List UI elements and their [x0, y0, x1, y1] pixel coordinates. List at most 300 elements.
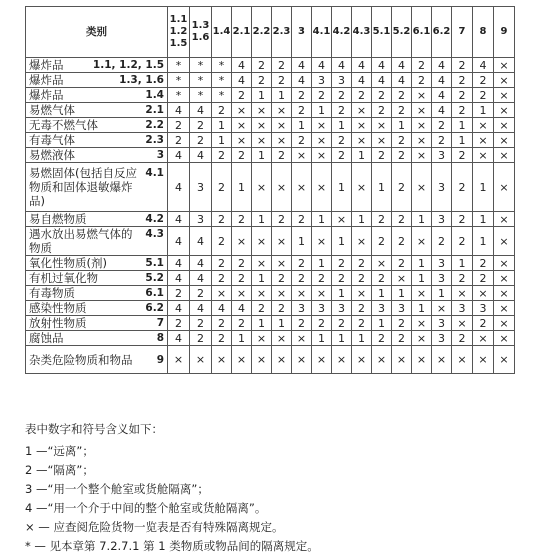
segregation-cell: 2 — [232, 212, 252, 227]
table-row — [26, 73, 515, 88]
segregation-cell: 2 — [352, 271, 372, 286]
segregation-cell: 2 — [452, 227, 473, 256]
segregation-cell: × — [272, 103, 292, 118]
category-name: 爆炸品 — [29, 58, 64, 72]
segregation-cell: 2 — [392, 88, 412, 103]
category-name: 易燃气体 — [29, 103, 75, 117]
segregation-cell: × — [494, 118, 515, 133]
segregation-cell: * — [212, 73, 232, 88]
column-header-label — [313, 26, 331, 38]
segregation-cell: 4 — [190, 271, 212, 286]
segregation-cell: 4 — [352, 58, 372, 73]
segregation-cell: 4 — [432, 58, 452, 73]
segregation-cell: 1 — [372, 316, 392, 331]
segregation-cell: 1 — [372, 163, 392, 212]
segregation-cell: 1 — [412, 301, 432, 316]
legend-item: 1 —“远离”； — [25, 444, 94, 458]
segregation-cell: 2 — [292, 316, 312, 331]
segregation-cell: × — [494, 256, 515, 271]
segregation-cell: 4 — [168, 256, 190, 271]
segregation-cell: 2 — [392, 212, 412, 227]
segregation-cell: 2 — [332, 271, 352, 286]
segregation-cell: 3 — [432, 256, 452, 271]
segregation-cell: × — [332, 346, 352, 374]
segregation-cell: × — [412, 133, 432, 148]
segregation-cell: 2 — [212, 331, 232, 346]
division-number: 6.2 — [145, 302, 164, 314]
segregation-cell: × — [494, 163, 515, 212]
legend — [25, 420, 319, 556]
segregation-cell: 2 — [372, 227, 392, 256]
legend-item: * — 见本章第 7.2.7.1 第 1 类物质或物品间的隔离规定。 — [25, 539, 319, 553]
segregation-cell: 2 — [452, 271, 473, 286]
column-header-label — [333, 26, 351, 38]
segregation-cell: 4 — [168, 227, 190, 256]
table-header-row — [26, 7, 515, 58]
segregation-cell: 1 — [473, 103, 494, 118]
segregation-cell: × — [494, 73, 515, 88]
table-row — [26, 316, 515, 331]
segregation-cell: 2 — [252, 301, 272, 316]
segregation-cell: 1 — [392, 286, 412, 301]
segregation-cell: 2 — [212, 163, 232, 212]
legend-items — [25, 442, 319, 556]
segregation-cell: × — [272, 118, 292, 133]
segregation-cell: × — [473, 346, 494, 374]
division-number: 9 — [156, 353, 164, 366]
column-header — [190, 7, 212, 58]
table-row — [26, 212, 515, 227]
segregation-cell: 3 — [312, 301, 332, 316]
segregation-cell: 3 — [332, 73, 352, 88]
segregation-cell: 1 — [332, 286, 352, 301]
segregation-cell: 2 — [392, 163, 412, 212]
segregation-cell: 2 — [272, 148, 292, 163]
segregation-cell: × — [312, 346, 332, 374]
segregation-cell: * — [168, 88, 190, 103]
segregation-cell: 4 — [190, 103, 212, 118]
category-cell — [26, 148, 168, 163]
segregation-cell: 1 — [252, 148, 272, 163]
segregation-cell: × — [494, 271, 515, 286]
segregation-cell: 2 — [412, 58, 432, 73]
segregation-cell: × — [292, 346, 312, 374]
segregation-cell: 2 — [168, 316, 190, 331]
segregation-cell: 2 — [473, 73, 494, 88]
segregation-cell: × — [252, 331, 272, 346]
segregation-cell: 3 — [432, 163, 452, 212]
segregation-cell: 1 — [312, 103, 332, 118]
segregation-cell: 1 — [473, 227, 494, 256]
segregation-cell: 4 — [212, 301, 232, 316]
segregation-cell: 2 — [190, 286, 212, 301]
table-row — [26, 58, 515, 73]
segregation-cell: × — [252, 103, 272, 118]
column-header-line: 2.1 — [232, 26, 251, 37]
segregation-cell: 3 — [432, 148, 452, 163]
category-cell — [26, 286, 168, 301]
segregation-cell: 2 — [332, 256, 352, 271]
segregation-cell: 2 — [432, 133, 452, 148]
column-header-line: 1.2 — [169, 26, 188, 37]
segregation-cell: × — [232, 103, 252, 118]
segregation-cell: × — [473, 148, 494, 163]
segregation-cell: × — [352, 133, 372, 148]
segregation-cell: 2 — [372, 148, 392, 163]
division-number: 5.1 — [145, 257, 164, 269]
segregation-cell: 1 — [272, 316, 292, 331]
segregation-cell: × — [494, 227, 515, 256]
division-number: 1.1, 1.2, 1.5 — [92, 59, 164, 71]
segregation-cell: * — [212, 88, 232, 103]
legend-item: 3 —“用一个整个舱室或货舱隔离”； — [25, 482, 209, 496]
segregation-cell: 4 — [332, 58, 352, 73]
column-header — [352, 7, 372, 58]
segregation-cell: 4 — [473, 58, 494, 73]
segregation-cell: 3 — [392, 301, 412, 316]
segregation-cell: × — [272, 286, 292, 301]
category-header: 类别 — [26, 7, 168, 58]
segregation-cell: × — [252, 346, 272, 374]
segregation-cell: 2 — [212, 103, 232, 118]
division-number: 6.1 — [145, 287, 164, 299]
segregation-cell: 4 — [168, 163, 190, 212]
segregation-cell: * — [168, 58, 190, 73]
segregation-cell: × — [312, 148, 332, 163]
table-row — [26, 271, 515, 286]
segregation-cell: 4 — [372, 58, 392, 73]
table-row — [26, 227, 515, 256]
column-header-line: 5.1 — [372, 26, 391, 37]
segregation-cell: × — [392, 271, 412, 286]
segregation-cell: 1 — [252, 271, 272, 286]
segregation-cell: 2 — [252, 73, 272, 88]
segregation-cell: 4 — [190, 148, 212, 163]
segregation-cell: 1 — [212, 118, 232, 133]
segregation-cell: 1 — [272, 88, 292, 103]
segregation-cell: 2 — [190, 133, 212, 148]
segregation-cell: × — [252, 227, 272, 256]
segregation-cell: 1 — [212, 133, 232, 148]
segregation-cell: 4 — [190, 227, 212, 256]
segregation-cell: × — [312, 286, 332, 301]
category-cell — [26, 58, 168, 73]
segregation-cell: 1 — [252, 316, 272, 331]
segregation-cell: 2 — [252, 58, 272, 73]
segregation-cell: 2 — [312, 316, 332, 331]
segregation-cell: × — [292, 148, 312, 163]
segregation-cell: 1 — [232, 163, 252, 212]
segregation-cell: 4 — [232, 58, 252, 73]
segregation-cell: 2 — [392, 133, 412, 148]
column-header-label — [433, 26, 451, 38]
segregation-cell: 4 — [292, 73, 312, 88]
category-cell — [26, 133, 168, 148]
segregation-cell: 2 — [452, 331, 473, 346]
segregation-cell: 4 — [432, 88, 452, 103]
category-cell — [26, 256, 168, 271]
segregation-cell: × — [212, 346, 232, 374]
segregation-cell: × — [412, 88, 432, 103]
column-header-label — [213, 26, 231, 38]
segregation-cell: × — [272, 331, 292, 346]
segregation-cell: 2 — [168, 133, 190, 148]
segregation-cell: 4 — [232, 301, 252, 316]
category-name: 放射性物质 — [29, 316, 87, 330]
segregation-cell: 2 — [392, 148, 412, 163]
segregation-cell: 2 — [332, 88, 352, 103]
segregation-cell: × — [473, 133, 494, 148]
segregation-cell: 4 — [292, 58, 312, 73]
segregation-cell: 3 — [332, 301, 352, 316]
category-cell — [26, 227, 168, 256]
category-name: 感染性物质 — [29, 301, 87, 315]
segregation-cell: × — [232, 346, 252, 374]
segregation-cell: * — [168, 73, 190, 88]
category-cell — [26, 163, 168, 212]
column-header-line: 4.2 — [332, 26, 351, 37]
segregation-cell: 2 — [372, 271, 392, 286]
table-row — [26, 118, 515, 133]
segregation-cell: × — [292, 163, 312, 212]
segregation-cell: 1 — [252, 212, 272, 227]
column-header — [272, 7, 292, 58]
column-header — [473, 7, 494, 58]
segregation-cell: 4 — [168, 103, 190, 118]
segregation-cell: 2 — [473, 88, 494, 103]
segregation-cell: × — [392, 346, 412, 374]
column-header-line: 1.4 — [212, 26, 231, 37]
column-header-line: 9 — [500, 26, 508, 37]
column-header-line: 1.5 — [169, 38, 188, 49]
column-header-label — [192, 20, 210, 44]
segregation-cell: × — [494, 346, 515, 374]
category-cell — [26, 316, 168, 331]
division-number: 4.2 — [145, 213, 164, 225]
segregation-cell: 1 — [232, 331, 252, 346]
segregation-cell: 2 — [232, 88, 252, 103]
column-header-label — [253, 26, 271, 38]
category-cell — [26, 88, 168, 103]
table-row — [26, 286, 515, 301]
division-number: 1.3, 1.6 — [119, 74, 164, 86]
segregation-cell: 4 — [392, 73, 412, 88]
segregation-cell: 1 — [452, 133, 473, 148]
division-number: 5.2 — [145, 272, 164, 284]
column-header — [168, 7, 190, 58]
segregation-cell: 2 — [272, 271, 292, 286]
segregation-cell: 4 — [352, 73, 372, 88]
column-header-label — [170, 14, 188, 50]
column-header — [494, 7, 515, 58]
segregation-cell: 4 — [232, 73, 252, 88]
segregation-cell: × — [252, 133, 272, 148]
column-header — [212, 7, 232, 58]
segregation-cell: 2 — [352, 301, 372, 316]
column-header-line: 7 — [458, 26, 466, 37]
segregation-cell: 2 — [190, 316, 212, 331]
column-header — [252, 7, 272, 58]
segregation-cell: × — [412, 286, 432, 301]
column-header-line: 2.2 — [252, 26, 271, 37]
category-name: 有毒气体 — [29, 133, 75, 147]
division-number: 2.3 — [145, 134, 164, 146]
column-header — [372, 7, 392, 58]
segregation-cell: × — [412, 148, 432, 163]
segregation-cell: × — [452, 286, 473, 301]
column-header-line: 5.2 — [392, 26, 411, 37]
segregation-cell: × — [312, 163, 332, 212]
category-name: 无毒不燃气体 — [29, 118, 98, 132]
segregation-cell: * — [190, 58, 212, 73]
column-header — [332, 7, 352, 58]
segregation-cell: × — [494, 316, 515, 331]
column-header-label — [373, 26, 391, 38]
segregation-cell: 2 — [212, 316, 232, 331]
segregation-cell: 2 — [332, 148, 352, 163]
segregation-cell: 2 — [432, 118, 452, 133]
segregation-cell: × — [312, 227, 332, 256]
segregation-cell: * — [190, 73, 212, 88]
segregation-cell: 2 — [473, 316, 494, 331]
segregation-cell: 2 — [372, 103, 392, 118]
segregation-cell: 2 — [452, 148, 473, 163]
segregation-cell: × — [352, 286, 372, 301]
segregation-cell: 1 — [312, 212, 332, 227]
category-name: 易自燃物质 — [29, 212, 87, 226]
segregation-cell: 3 — [190, 163, 212, 212]
column-header-line: 1.3 — [191, 20, 210, 31]
segregation-cell: 1 — [473, 212, 494, 227]
segregation-cell: × — [352, 103, 372, 118]
column-header-line: 1.6 — [191, 32, 210, 43]
category-cell — [26, 212, 168, 227]
segregation-cell: 2 — [292, 212, 312, 227]
category-name: 有机过氧化物 — [29, 271, 98, 285]
table-row — [26, 346, 515, 374]
column-header — [232, 7, 252, 58]
segregation-cell: × — [232, 118, 252, 133]
segregation-cell: 1 — [252, 88, 272, 103]
column-header-line: 4.1 — [312, 26, 331, 37]
segregation-cell: × — [292, 286, 312, 301]
segregation-cell: × — [372, 256, 392, 271]
segregation-cell: 4 — [190, 256, 212, 271]
column-header — [312, 7, 332, 58]
segregation-cell: 2 — [352, 256, 372, 271]
segregation-cell: 2 — [292, 133, 312, 148]
category-cell — [26, 271, 168, 286]
segregation-cell: × — [232, 286, 252, 301]
segregation-cell: 2 — [168, 286, 190, 301]
segregation-cell: 2 — [452, 73, 473, 88]
category-cell — [26, 118, 168, 133]
segregation-cell: × — [432, 301, 452, 316]
division-number: 7 — [156, 317, 164, 329]
legend-item: 2 —“隔离”； — [25, 463, 94, 477]
column-header-label — [298, 26, 305, 38]
segregation-cell: 1 — [432, 286, 452, 301]
segregation-cell: × — [190, 346, 212, 374]
segregation-cell: 2 — [212, 148, 232, 163]
column-header-label — [480, 26, 487, 38]
category-cell — [26, 73, 168, 88]
segregation-cell: × — [452, 346, 473, 374]
segregation-table — [25, 6, 515, 374]
legend-item: 4 —“用一个介于中间的整个舱室或货舱隔离”。 — [25, 501, 267, 515]
segregation-cell: 2 — [452, 163, 473, 212]
segregation-cell: × — [473, 286, 494, 301]
segregation-cell: × — [494, 103, 515, 118]
category-name: 有毒物质 — [29, 286, 75, 300]
segregation-cell: 4 — [168, 271, 190, 286]
segregation-cell: × — [494, 58, 515, 73]
segregation-cell: * — [190, 88, 212, 103]
segregation-cell: 4 — [432, 73, 452, 88]
segregation-cell: × — [372, 346, 392, 374]
segregation-cell: 4 — [168, 212, 190, 227]
segregation-cell: 3 — [312, 73, 332, 88]
segregation-cell: 4 — [372, 73, 392, 88]
segregation-cell: 2 — [372, 88, 392, 103]
column-header-line: 1.1 — [169, 14, 188, 25]
segregation-cell: 2 — [272, 301, 292, 316]
segregation-cell: × — [252, 286, 272, 301]
division-number: 2.2 — [145, 119, 164, 131]
segregation-cell: × — [473, 331, 494, 346]
segregation-cell: 1 — [292, 118, 312, 133]
segregation-cell: × — [272, 346, 292, 374]
segregation-cell: × — [212, 286, 232, 301]
segregation-cell: × — [432, 346, 452, 374]
segregation-cell: 1 — [372, 286, 392, 301]
segregation-cell: × — [252, 256, 272, 271]
segregation-cell: 4 — [168, 148, 190, 163]
segregation-cell: 2 — [332, 133, 352, 148]
segregation-cell: 3 — [190, 212, 212, 227]
segregation-cell: 2 — [392, 331, 412, 346]
column-header-label — [393, 26, 411, 38]
column-header — [292, 7, 312, 58]
segregation-cell: 2 — [312, 88, 332, 103]
segregation-cell: × — [232, 227, 252, 256]
table-body — [26, 58, 515, 374]
segregation-cell: 2 — [292, 103, 312, 118]
category-cell — [26, 301, 168, 316]
table-row — [26, 103, 515, 118]
segregation-cell: × — [272, 227, 292, 256]
segregation-cell: × — [292, 331, 312, 346]
segregation-cell: 3 — [432, 212, 452, 227]
category-name: 腐蚀品 — [29, 331, 64, 345]
segregation-cell: 4 — [190, 301, 212, 316]
segregation-cell: × — [168, 346, 190, 374]
segregation-cell: 3 — [473, 301, 494, 316]
segregation-cell: 1 — [332, 118, 352, 133]
segregation-cell: 1 — [352, 148, 372, 163]
segregation-cell: × — [494, 148, 515, 163]
column-header — [432, 7, 452, 58]
segregation-cell: 1 — [412, 256, 432, 271]
segregation-cell: 2 — [352, 88, 372, 103]
segregation-cell: 2 — [272, 212, 292, 227]
segregation-cell: 2 — [232, 256, 252, 271]
segregation-cell: 3 — [432, 316, 452, 331]
category-name: 遇水放出易燃气体的物质 — [29, 227, 133, 255]
division-number: 2.1 — [145, 104, 164, 116]
segregation-cell: 2 — [232, 316, 252, 331]
segregation-cell: 1 — [312, 256, 332, 271]
